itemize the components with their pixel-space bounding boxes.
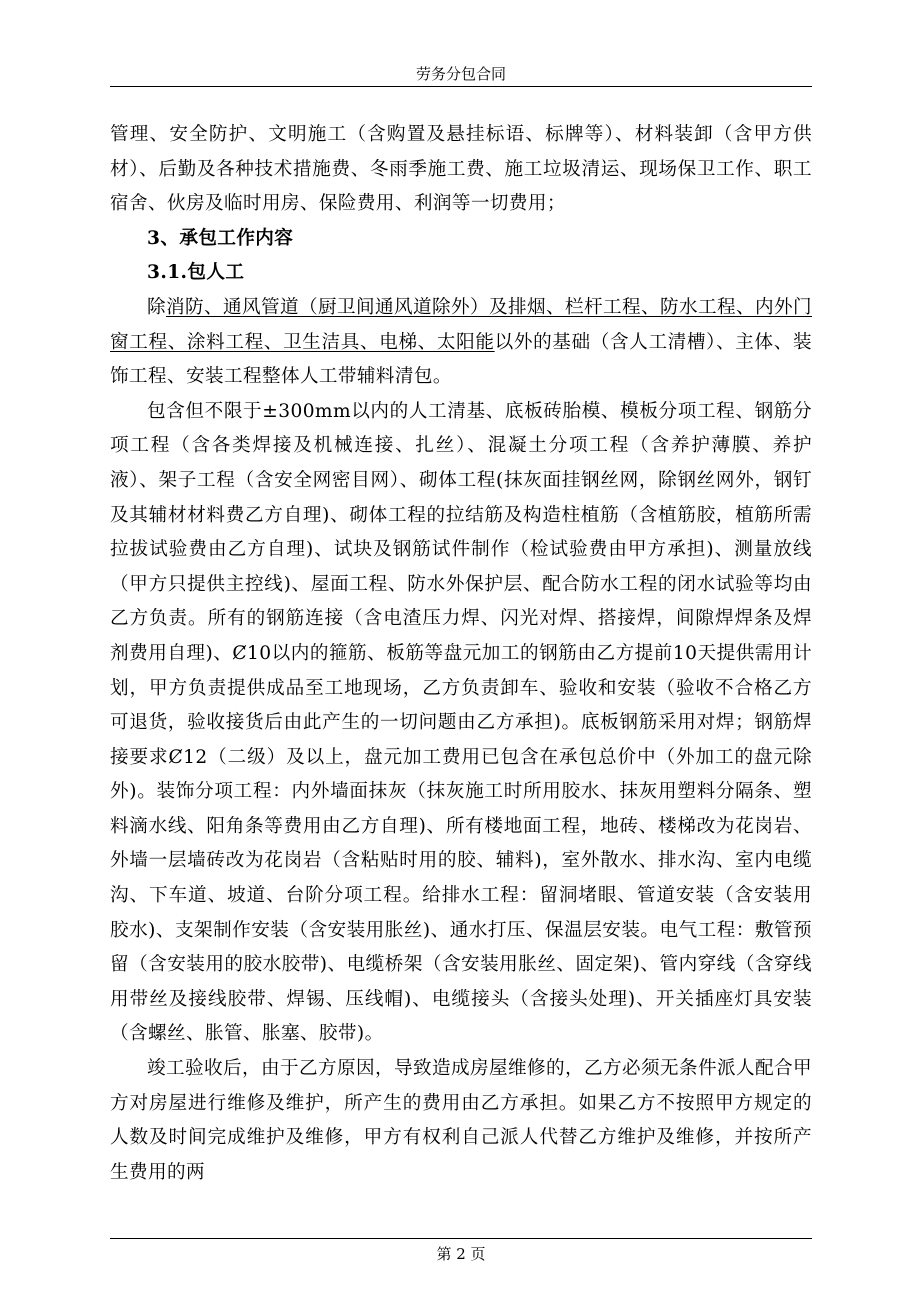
header-divider bbox=[110, 86, 812, 87]
paragraph-maintenance: 竣工验收后，由于乙方原因，导致造成房屋维修的，乙方必须无条件派人配合甲方对房屋进行维修及维护，所产生的费用由乙方承担。如果乙方不按照甲方规定的人数及时间完成维护及维修，甲方有权利自己派人代替乙方维护及维修，并按所产生费用的两 bbox=[110, 1058, 812, 1183]
document-body bbox=[110, 118, 812, 1190]
paragraph-included-works: 包含但不限于±300mm以内的人工清基、底板砖胎模、模板分项工程、钢筋分项工程（含各类焊接及机械连接、扎丝）、混凝土分项工程（含养护薄膜、养护液）、架子工程（含安全网密目网）、砌体工程(抹灰面挂钢丝网，除钢丝网外，钢钉及其辅材材料费乙方自理)、砌体工程的拉结筋及构造柱植筋（含植筋胶，植筋所需拉拔试验费由乙方自理)、试块及钢筋试件制作（检试验费由甲方承担)、测量放线（甲方只提供主控线)、屋面工程、防水外保护层、配合防水工程的闭水试验等均由乙方负责。所有的钢筋连接（含电渣压力焊、闪光对焊、搭接焊，间隙焊焊条及焊剂费用自理)、Ȼ10以内的箍筋、板筋等盘元加工的钢筋由乙方提前10天提供需用计划，甲方负责提供成品至工地现场，乙方负责卸车、验收和安装（验收不合格乙方可退货，验收接货后由此产生的一切问题由乙方承担)。底板钢筋采用对焊；钢筋焊接要求Ȼ12（二级）及以上，盘元加工费用已包含在承包总价中（外加工的盘元除外)。装饰分项工程：内外墙面抹灰（抹灰施工时所用胶水、抹灰用塑料分隔条、塑料滴水线、阳角条等费用由乙方自理)、所有楼地面工程，地砖、楼梯改为花岗岩、外墙一层墙砖改为花岗岩（含粘贴时用的胶、辅料)，室外散水、排水沟、室内电缆沟、下车道、坡道、台阶分项工程。给排水工程：留洞堵眼、管道安装（含安装用胶水)、支架制作安装（含安装用胀丝)、通水打压、保温层安装。电气工程：敷管预留（含安装用的胶水胶带)、电缆桥架（含安装用胀丝、固定架)、管内穿线（含穿线用带丝及接线胶带、焊锡、压线帽)、电缆接头（含接头处理)、开关插座灯具安装（含螺丝、胀管、胀塞、胶带)。 bbox=[110, 400, 812, 1045]
section-heading-3-1: 3.1.包人工 bbox=[147, 262, 245, 284]
section-heading-3: 3、承包工作内容 bbox=[147, 227, 294, 249]
footer-divider bbox=[110, 1238, 812, 1239]
paragraph-labor-scope bbox=[110, 291, 812, 395]
page-number: 第 2 页 bbox=[436, 1245, 486, 1263]
paragraph-cost-items: 管理、安全防护、文明施工（含购置及悬挂标语、标牌等）、材料装卸（含甲方供材）、后勤及各种技术措施费、冬雨季施工费、施工垃圾清运、现场保卫工作、职工宿舍、伙房及临时用房、保险费用、利润等一切费用； bbox=[110, 124, 812, 215]
labor-scope-suffix: 以外的基础（含人工清槽）、主体、装饰工程、安装工程整体人工带辅料清包。 bbox=[110, 331, 812, 388]
labor-scope-prefix: 除 bbox=[147, 296, 166, 318]
page-header-title: 劳务分包合同 bbox=[415, 65, 506, 83]
labor-scope-excluded-items: 消防、通风管道（厨卫间通风道除外）及排烟、栏杆工程、防水工程、内外门窗工程、涂料工程、卫生洁具、电梯、太阳能 bbox=[110, 296, 812, 353]
